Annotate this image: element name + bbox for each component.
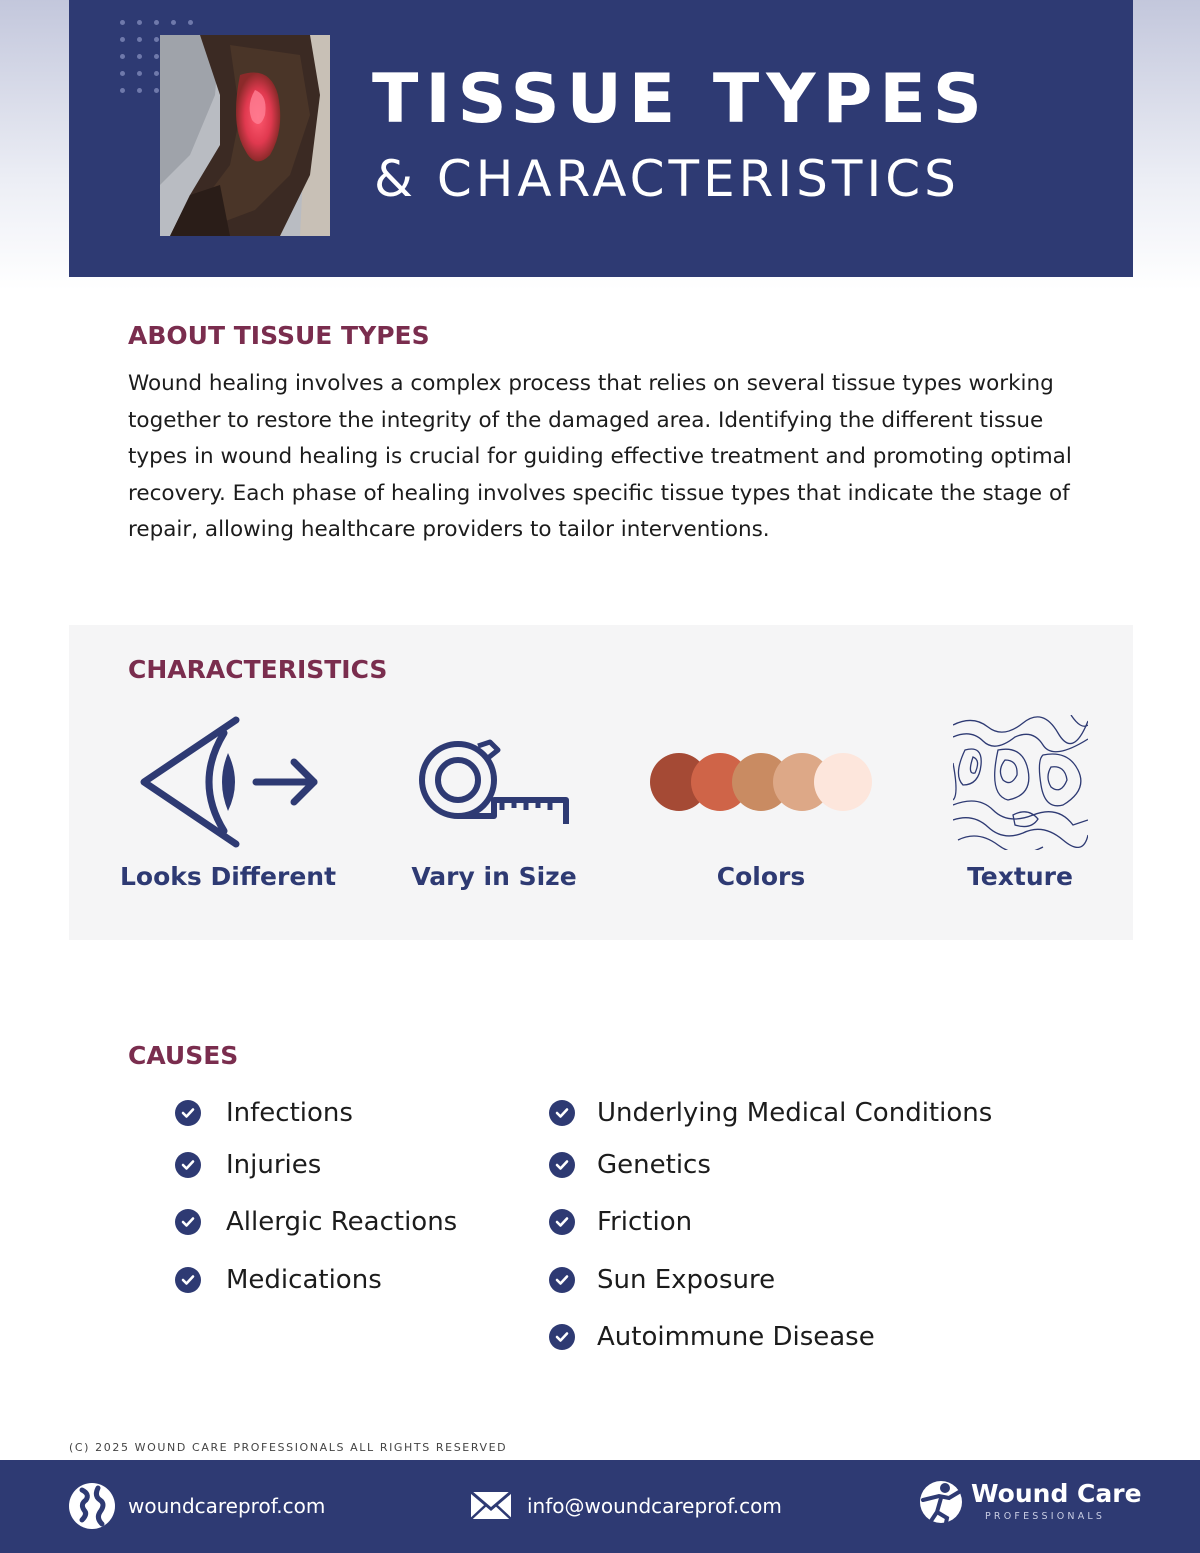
causes-heading: CAUSES [128,1041,239,1070]
check-icon [175,1152,201,1178]
check-icon [175,1209,201,1235]
cause-label: Medications [226,1265,382,1295]
dot [137,20,142,25]
copyright-notice: (C) 2025 WOUND CARE PROFESSIONALS ALL RIGHTS RESERVED [69,1441,508,1454]
char-label-texture: Texture [967,862,1073,891]
dot [188,20,193,25]
characteristics-heading: CHARACTERISTICS [128,655,388,684]
dot [154,88,159,93]
cause-item [175,1265,382,1295]
cause-label: Underlying Medical Conditions [597,1098,993,1128]
brand-name: Wound Care [971,1479,1142,1508]
cause-label: Friction [597,1207,693,1237]
brand-logo-icon [915,1478,965,1530]
mail-icon[interactable] [470,1489,512,1521]
cause-item [175,1207,457,1237]
swatch-5 [814,753,872,811]
cause-item [549,1322,875,1352]
cause-item [175,1098,353,1128]
page-subtitle: & CHARACTERISTICS [374,150,960,208]
dot [120,54,125,59]
dot [154,20,159,25]
dot [137,88,142,93]
cause-label: Genetics [597,1150,711,1180]
cause-item [549,1265,775,1295]
wound-photo [160,35,330,236]
char-label-vary-in-size: Vary in Size [411,862,577,891]
check-icon [549,1152,575,1178]
cause-label: Autoimmune Disease [597,1322,875,1352]
char-label-looks-different: Looks Different [119,862,337,891]
tape-measure-icon [418,738,570,828]
cause-item [549,1150,711,1180]
check-icon [175,1100,201,1126]
dot [154,37,159,42]
cause-label: Sun Exposure [597,1265,776,1295]
brand-tagline: PROFESSIONALS [985,1511,1106,1522]
dot [154,71,159,76]
check-icon [549,1209,575,1235]
about-heading: ABOUT TISSUE TYPES [128,321,430,350]
dot [171,20,176,25]
cause-item [549,1098,992,1128]
cause-item [549,1207,692,1237]
color-swatch-icon [650,752,872,812]
dot [120,37,125,42]
cause-label: Infections [226,1098,353,1128]
dot [137,54,142,59]
website-link[interactable]: woundcareprof.com [128,1494,326,1518]
cause-label: Allergic Reactions [226,1207,458,1237]
page-title: TISSUE TYPES [372,60,989,139]
cause-label: Injuries [226,1150,322,1180]
cause-item [175,1150,321,1180]
dot [154,54,159,59]
globe-icon[interactable] [68,1482,116,1530]
email-link[interactable]: info@woundcareprof.com [527,1494,782,1518]
dot [120,71,125,76]
char-label-colors: Colors [716,862,806,891]
dot [137,71,142,76]
check-icon [549,1324,575,1350]
check-icon [175,1267,201,1293]
check-icon [549,1100,575,1126]
dot [120,88,125,93]
eye-arrow-icon [136,715,322,849]
about-paragraph: Wound healing involves a complex process that relies on several tissue types working together to restore the integrity of the damaged area. Identifying the different tissue types in wound healing is crucial for guiding effective treatment and promoting optimal recovery. Each phase of healing involves specific tissue types that indicate the stage of repair, allowing healthcare providers to tailor interventions. [128,371,1072,543]
dot [120,20,125,25]
texture-pattern-icon [953,715,1088,850]
check-icon [549,1267,575,1293]
dot [137,37,142,42]
